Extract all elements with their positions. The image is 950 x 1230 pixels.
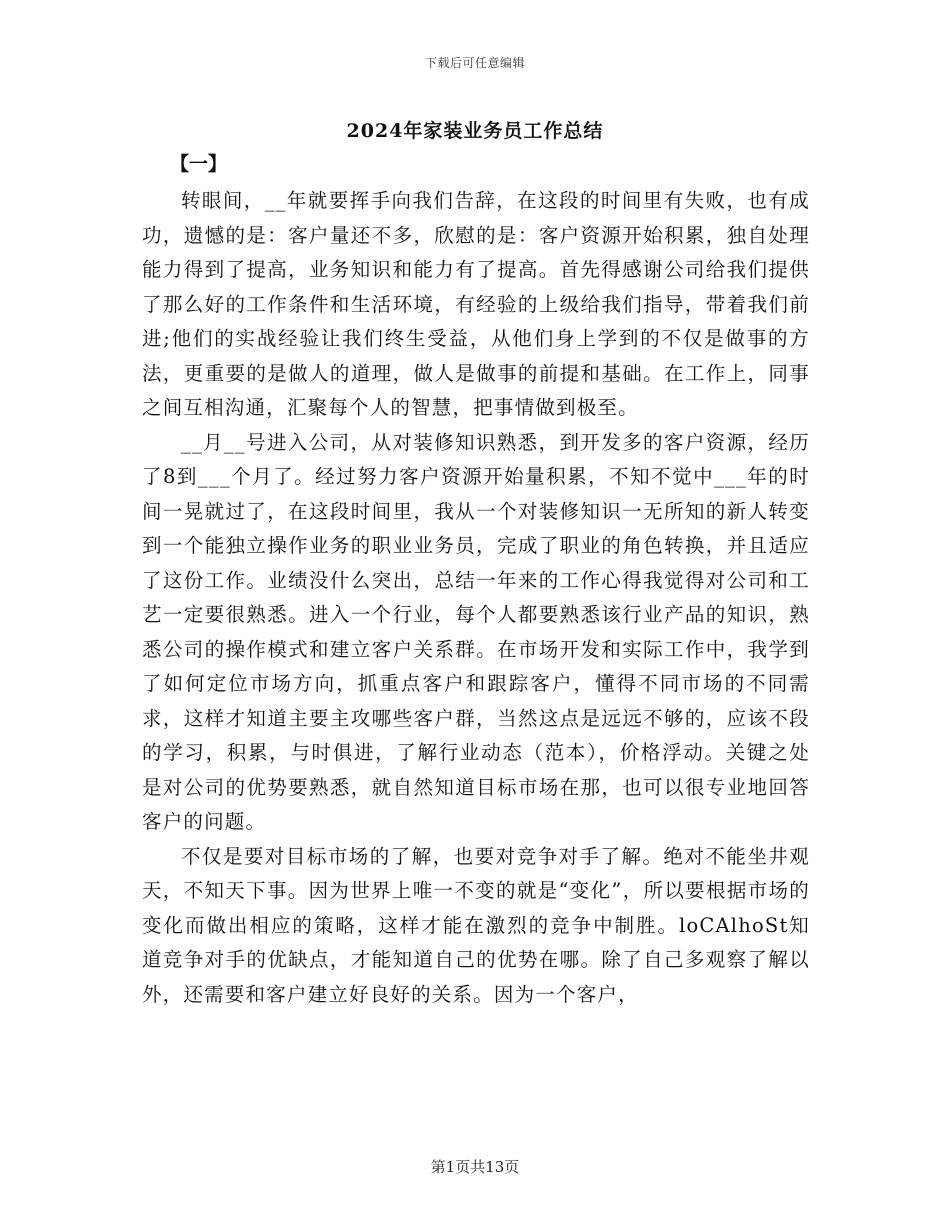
page-number: 第1页共13页 [430, 1158, 520, 1176]
section-heading: 【一】 [170, 153, 228, 175]
document-title: 2024年家装业务员工作总结 [346, 120, 604, 142]
body-paragraph-3: 不仅是要对目标市场的了解，也要对竞争对手了解。绝对不能坐井观天，不知天下事。因为世界上唯一不变的就是“变化”，所以要根据市场的变化而做出相应的策略，这样才能在激烈的竞争中制胜。loCAlhoSt知道竞争对手的优缺点，才能知道自己的优势在哪。除了自己多观察了解以外，还需要和客户建立好良好的关系。因为一个客户， [142, 844, 810, 1006]
body-paragraph-1: 转眼间，__年就要挥手向我们告辞，在这段的时间里有失败，也有成功，遗憾的是：客户量还不多，欣慰的是：客户资源开始积累，独自处理能力得到了提高，业务知识和能力有了提高。首先得感谢公司给我们提供了那么好的工作条件和生活环境，有经验的上级给我们指导，带着我们前进;他们的实战经验让我们终生受益，从他们身上学到的不仅是做事的方法，更重要的是做人的道理，做人是做事的前提和基础。在工作上，同事之间互相沟通，汇聚每个人的智慧，把事情做到极至。 [142, 189, 810, 419]
body-paragraph-2: __月__号进入公司，从对装修知识熟悉，到开发多的客户资源，经历了8到___个月了。经过努力客户资源开始量积累，不知不觉中___年的时间一晃就过了，在这段时间里，我从一个对装修知识一无所知的新人转变到一个能独立操作业务的职业业务员，完成了职业的角色转换，并且适应了这份工作。业绩没什么突出，总结一年来的工作心得我觉得对公司和工艺一定要很熟悉。进入一个行业，每个人都要熟悉该行业产品的知识，熟悉公司的操作模式和建立客户关系群。在市场开发和实际工作中，我学到了如何定位市场方向，抓重点客户和跟踪客户，懂得不同市场的不同需求，这样才知道主要主攻哪些客户群，当然这点是远远不够的，应该不段的学习，积累，与时俱进，了解行业动态（范本），价格浮动。关键之处是对公司的优势要熟悉，就自然知道目标市场在那，也可以很专业地回答客户的问题。 [142, 430, 810, 833]
document-body [142, 184, 810, 1012]
header-note: 下载后可任意编辑 [424, 56, 525, 70]
